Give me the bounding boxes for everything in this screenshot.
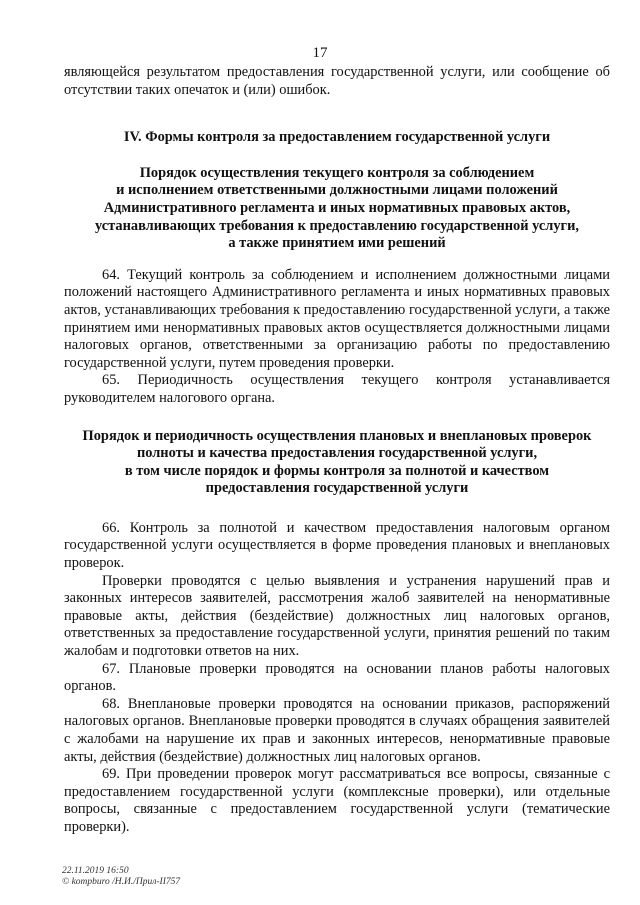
subheading-line: в том числе порядок и формы контроля за полнотой и качеством [124, 462, 550, 479]
subheading-line: Административного регламента и иных нормативных правовых актов, [103, 199, 571, 216]
subheading-line: Порядок осуществления текущего контроля за соблюдением [139, 164, 535, 181]
subheading-line: предоставления государственной услуги [205, 480, 469, 497]
paragraph-68: 68. Внеплановые проверки проводятся на основании приказов, распоряжений налоговых органов. Внеплановые проверки проводятся в случаях обращения заявителей с жалобами на нарушение их прав и законных интересов, ненормативные правовые акты, действия (бездействие) должностных лиц налоговых органов. [64, 695, 610, 765]
subheading-line: и исполнением ответственными должностными лицами положений [116, 182, 558, 199]
subheading-line: полноты и качества предоставления государственной услуги, [136, 445, 538, 462]
footer-path: © kompburo /Н.И./Прил-II757 [62, 877, 181, 887]
subheading-line: Порядок и периодичность осуществления плановых и внеплановых проверок [82, 427, 592, 444]
paragraph-66-continued: Проверки проводятся с целью выявления и устранения нарушений прав и законных интересов заявителей, рассмотрения жалоб заявителей на ненормативные правовые акты, действия (бездействие) должностных лиц налоговых органов, ответственных за предоставление государственной услуги, принятия решений по таким жалобам и подготовки ответов на них. [64, 572, 610, 660]
subheading-current-control [64, 165, 610, 253]
paragraph-66: 66. Контроль за полнотой и качеством предоставления налоговым органом государственной услуги осуществляется в форме проведения плановых и внеплановых проверок. [64, 519, 610, 572]
section-title: IV. Формы контроля за предоставлением государственной услуги [123, 129, 551, 146]
subheading-line: а также принятием ими решений [228, 235, 446, 252]
paragraph-67: 67. Плановые проверки проводятся на основании планов работы налоговых органов. [64, 660, 610, 695]
footer-timestamp: 22.11.2019 16:50 [62, 866, 129, 876]
subheading-inspections [64, 428, 610, 498]
document-body [64, 64, 610, 837]
subheading-line: устанавливающих требования к предоставлению государственной услуги, [95, 217, 579, 234]
paragraph-69: 69. При проведении проверок могут рассматриваться все вопросы, связанные с предоставлением государственной услуги (комплексные проверки), или отдельные вопросы, связанные с предоставлением государственной услуги (тематические проверки). [64, 766, 610, 835]
paragraph-64: 64. Текущий контроль за соблюдением и исполнением должностными лицами положений настоящего Административного регламента и иных нормативных правовых актов, устанавливающих требования к предоставлению государственной услуги, а также принятием ими ненормативных правовых актов осуществляется должностными лицами налоговых органов, ответственными за организацию работы по предоставлению государственной услуги, путем проведения проверки. [64, 266, 610, 371]
document-footer [62, 866, 180, 888]
paragraph-65: 65. Периодичность осуществления текущего контроля устанавливается руководителем налогового органа. [64, 372, 610, 406]
intro-paragraph: являющейся результатом предоставления государственной услуги, или сообщение об отсутствии таких опечаток и (или) ошибок. [64, 64, 610, 98]
page-number: 17 [312, 45, 328, 61]
